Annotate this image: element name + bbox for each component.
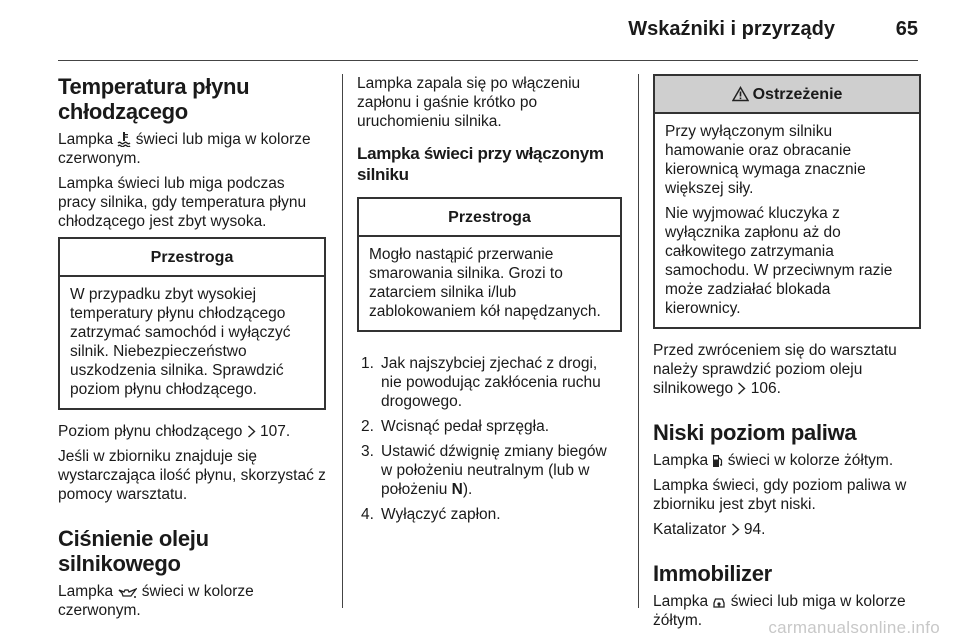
paragraph: Katalizator 94.: [653, 521, 766, 538]
header-rule: [58, 60, 918, 61]
paragraph: Lampka świeci lub miga podczas pracy silnika, gdy temperatura płynu chłodzącego jest zbyt wysoka.: [58, 175, 307, 230]
column-divider: [342, 74, 343, 608]
list-item: 1. Jak najszybciej zjechać z drogi, nie powodując zakłócenia ruchu drogowego.: [361, 355, 601, 410]
header-title: Wskaźniki i przyrządy: [628, 18, 835, 40]
paragraph: Przed zwróceniem się do warsztatu należy sprawdzić poziom oleju silnikowego 106.: [653, 342, 897, 397]
caution-text: Mogło nastąpić przerwanie smarowania silnika. Grozi to zatarciem silnika i/lub zablokowaniem kół napędzanych.: [369, 246, 601, 320]
subsection-heading: Lampka świeci przy włączonym silniku: [357, 144, 604, 184]
warning-box: [653, 74, 921, 329]
paragraph: Lampka świeci w kolorze czerwonym.: [58, 583, 254, 619]
list-item: 2. Wcisnąć pedał sprzęgła.: [361, 418, 549, 435]
page-reference-arrow-icon: [737, 382, 746, 395]
warning-text: Przy wyłączonym silniku hamowanie oraz obracanie kierownicą wymaga znacznie większej siły.: [665, 123, 866, 197]
section-heading: Niski poziom paliwa: [653, 420, 857, 445]
watermark: carmanualsonline.info: [768, 618, 940, 637]
paragraph: Lampka świeci lub miga w kolorze czerwonym.: [58, 131, 311, 167]
paragraph: Lampka świeci w kolorze żółtym.: [653, 452, 894, 469]
caution-box: [58, 237, 326, 410]
warning-title: Ostrzeżenie: [752, 85, 843, 103]
paragraph: Lampka świeci, gdy poziom paliwa w zbiorniku jest zbyt niski.: [653, 477, 907, 513]
caution-title: Przestroga: [359, 199, 620, 237]
oil-can-icon: [117, 587, 137, 599]
list-item: 4. Wyłączyć zapłon.: [361, 506, 501, 523]
caution-title: Przestroga: [60, 239, 324, 277]
warning-header: [655, 76, 919, 114]
warning-triangle-icon: [732, 86, 749, 102]
column-1: [58, 74, 326, 620]
column-divider: [638, 74, 639, 608]
page-header: [0, 0, 960, 60]
page-number: 65: [895, 18, 918, 40]
caution-box: [357, 197, 622, 332]
warning-text: Nie wyjmować kluczyka z wyłącznika zapłonu aż do całkowitego zatrzymania samochodu. W przeciwnym razie może zadziałać blokada kierownicy.: [665, 205, 893, 317]
caution-text: W przypadku zbyt wysokiej temperatury płynu chłodzącego zatrzymać samochód i wyłączyć silnik. Niebezpieczeństwo uszkodzenia silnika. Sprawdzić poziom płynu chłodzącego.: [70, 286, 291, 398]
page-reference-arrow-icon: [731, 523, 740, 536]
section-heading: Ciśnienie oleju silnikowego: [58, 526, 209, 576]
page-reference-arrow-icon: [247, 425, 256, 438]
section-heading: Immobilizer: [653, 561, 772, 586]
steps-list: [357, 354, 622, 524]
paragraph: Jeśli w zbiorniku znajduje się wystarczająca ilość płynu, skorzystać z pomocy warsztatu.: [58, 448, 326, 503]
paragraph: Poziom płynu chłodzącego 107.: [58, 423, 291, 440]
paragraph: Lampka zapala się po włączeniu zapłonu i gaśnie krótko po uruchomieniu silnika.: [357, 75, 581, 130]
column-3: [653, 74, 921, 630]
paragraph: Lampka świeci lub miga w kolorze żółtym.: [653, 593, 906, 629]
list-item: 3. Ustawić dźwignię zmiany biegów w położeniu neutralnym (lub w położeniu N).: [361, 443, 607, 498]
car-key-icon: [712, 596, 726, 609]
section-heading: Temperatura płynu chłodzącego: [58, 74, 250, 124]
fuel-pump-icon: [712, 454, 723, 468]
column-2: [357, 74, 622, 530]
coolant-temperature-icon: [117, 131, 131, 147]
